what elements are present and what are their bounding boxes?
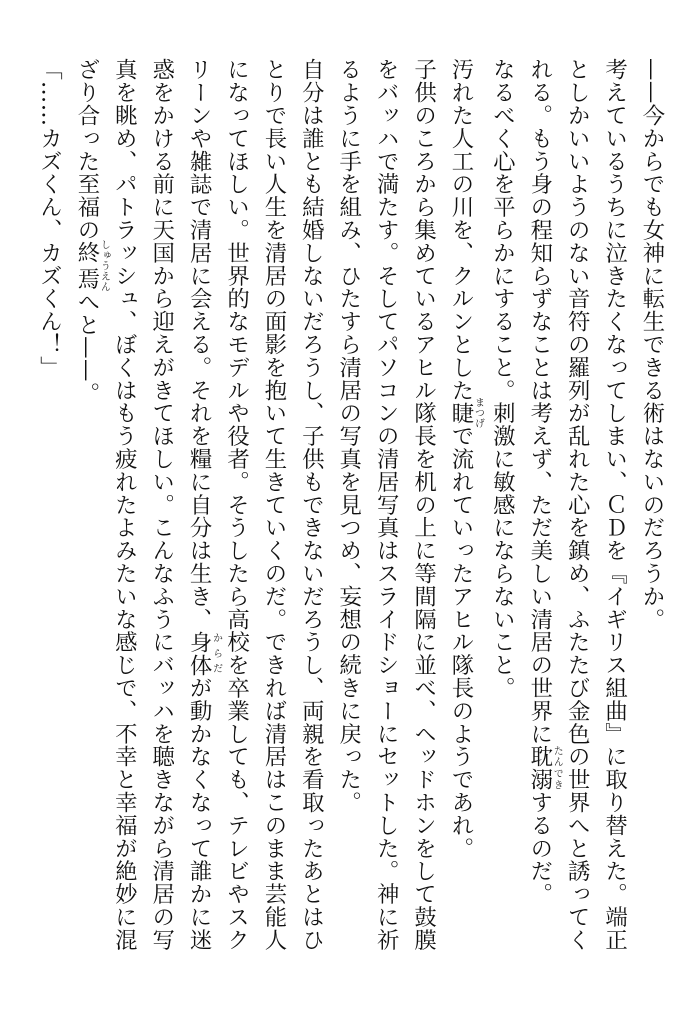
- ruby-reading: たんでき: [551, 745, 563, 791]
- ruby-word: [73, 239, 110, 293]
- ruby-reading: まつげ: [472, 397, 484, 429]
- paragraph-4: [442, 58, 483, 968]
- text-run: へと——。: [73, 290, 100, 405]
- ruby-base: 耽溺: [526, 745, 553, 791]
- text-run: するのだ。: [526, 790, 553, 906]
- text-run: ——今からでも女神に転生できる術はないのだろうか。: [639, 58, 665, 631]
- ruby-base: 終焉: [73, 239, 100, 293]
- text-run: 「……カズくん、カズくん！」: [36, 58, 63, 379]
- text-run: 子供のころから集めているアヒル隊長を机の上に等間隔に並べ、ヘッドホンをして鼓膜をバッハで満たす。そしてパソコンの清居写真はスライドショーにセットした。神に祈るように手を組み、ひたすら清居の写真を見つめ、妄想の続きに戻った。: [335, 58, 437, 952]
- text-run: 考えているうちに泣きたくなってしまい、ＣＤを『イギリス組曲』に取り替えた。端正としかいいようのない音符の羅列が乱れた心を鎮め、ふたたび金色の世界へと誘ってくれる。もう身の程知らずなことは考えず、ただ美しい清居の世界に: [526, 58, 628, 952]
- text-run: なるべく心を平らかにすること。刺激に敏感にならないこと。: [489, 58, 516, 700]
- ruby-base: 身体: [186, 630, 213, 677]
- text-run: で流れていったアヒル隊長のようであれ。: [447, 424, 474, 860]
- paragraph-1: [633, 58, 670, 968]
- text-run: が動かなくなって誰かに迷惑をかける前に天国から迎えがきてほしい。こんなふうにバッハを聴きながら清居の写真を眺め、パトラッシュ、ぼくはもう疲れたよみたいな感じで、不幸と幸福が絶妙に混ざり合った至福の: [73, 58, 213, 952]
- paragraph-6: [68, 58, 330, 968]
- ruby-base: 睫: [447, 397, 474, 429]
- text-run: 汚れた人工の川を、クルンとした: [447, 58, 474, 402]
- paragraph-5: [329, 58, 441, 968]
- vertical-body-text: [32, 58, 670, 968]
- paragraph-7-dialogue: [32, 58, 68, 968]
- paragraph-2: [520, 58, 632, 968]
- text-run: 自分は誰とも結婚しないだろうし、子供もできないだろうし、両親を看取ったあとはひとりで長い人生を清居の面影を抱いて生きていくのだ。できれば清居はこのまま芸能人になってほしい。世界的なモデルや役者。そうしたら高校を卒業しても、テレビやスクリーンや雑誌で清居に会える。それを糧に自分は生き、: [186, 58, 325, 952]
- paragraph-3: [483, 58, 520, 968]
- ruby-word: [186, 630, 222, 677]
- ruby-reading: からだ: [210, 630, 222, 677]
- ruby-reading: しゅうえん: [98, 239, 110, 293]
- ruby-word: [526, 745, 563, 791]
- ruby-word: [447, 397, 484, 429]
